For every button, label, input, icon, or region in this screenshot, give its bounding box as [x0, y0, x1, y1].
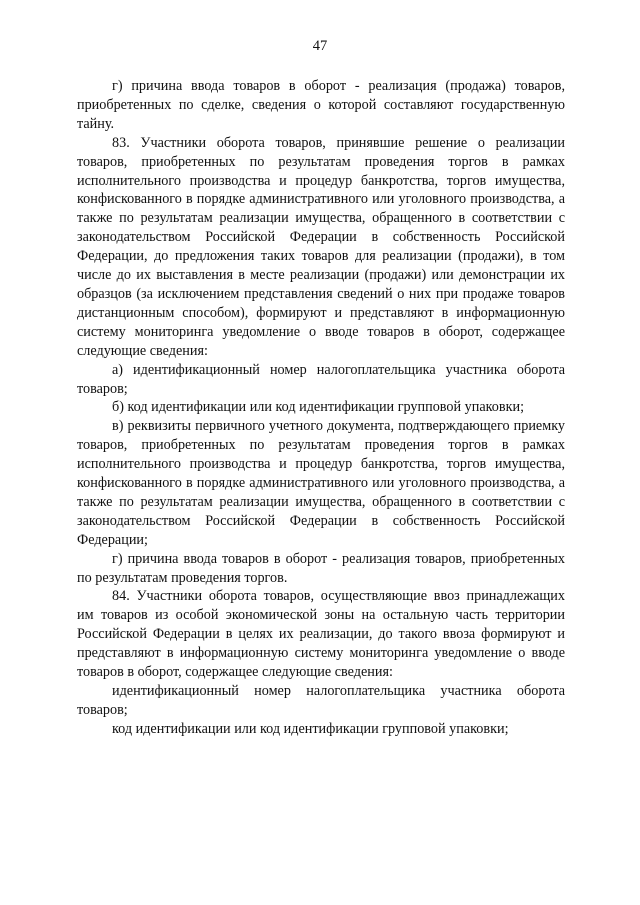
paragraph-9: код идентификации или код идентификации групповой упаковки; [112, 720, 509, 737]
paragraph-6: г) причина ввода товаров в оборот - реализация товаров, приобретенных по результатам проведения торгов. [77, 550, 565, 586]
paragraph-4: б) код идентификации или код идентификации групповой упаковки; [112, 399, 525, 416]
paragraph-2: 83. Участники оборота товаров, принявшие решение о реализации товаров, приобретенных по результатам проведения торгов в рамках исполнительного производства и процедур банкротства, торгов имущества, конфискованного в порядке административного или уголовного производства, а также по результатам реализации имущества, обращенного в соответствии с законодательством Российской Федерации в собственность Российской Федерации, до предложения таких товаров для реализации (продажи), в том числе до их выставления в месте реализации (продажи) или демонстрации их образцов (за исключением представления сведений о них при продаже товаров дистанционным способом), формируют и представляют в информационную систему мониторинга уведомление о вводе товаров в оборот, содержащее следующие сведения: [77, 134, 565, 359]
paragraph-8: идентификационный номер налогоплательщика участника оборота товаров; [77, 683, 565, 718]
paragraph-7: 84. Участники оборота товаров, осуществляющие ввоз принадлежащих им товаров из особой экономической зоны на остальную часть территории Российской Федерации в целях их реализации, до такого ввоза формируют и представляют в информационную систему мониторинга уведомление о вводе товаров в оборот, содержащее следующие сведения: [77, 588, 565, 681]
body-text [77, 77, 565, 739]
paragraph-5: в) реквизиты первичного учетного документа, подтверждающего приемку товаров, приобретенных по результатам проведения торгов в рамках исполнительного производства и процедур банкротства, торгов имущества, конфискованного в порядке административного или уголовного производства, а также по результатам реализации имущества, обращенного в соответствии с законодательством Российской Федерации в собственность Российской Федерации; [77, 418, 565, 548]
page-number: 47 [312, 38, 328, 54]
paragraph-3: а) идентификационный номер налогоплательщика участника оборота товаров; [77, 361, 565, 397]
paragraph-1: г) причина ввода товаров в оборот - реализация (продажа) товаров, приобретенных по сделке, сведения о которой составляют государственную тайну. [77, 78, 565, 132]
